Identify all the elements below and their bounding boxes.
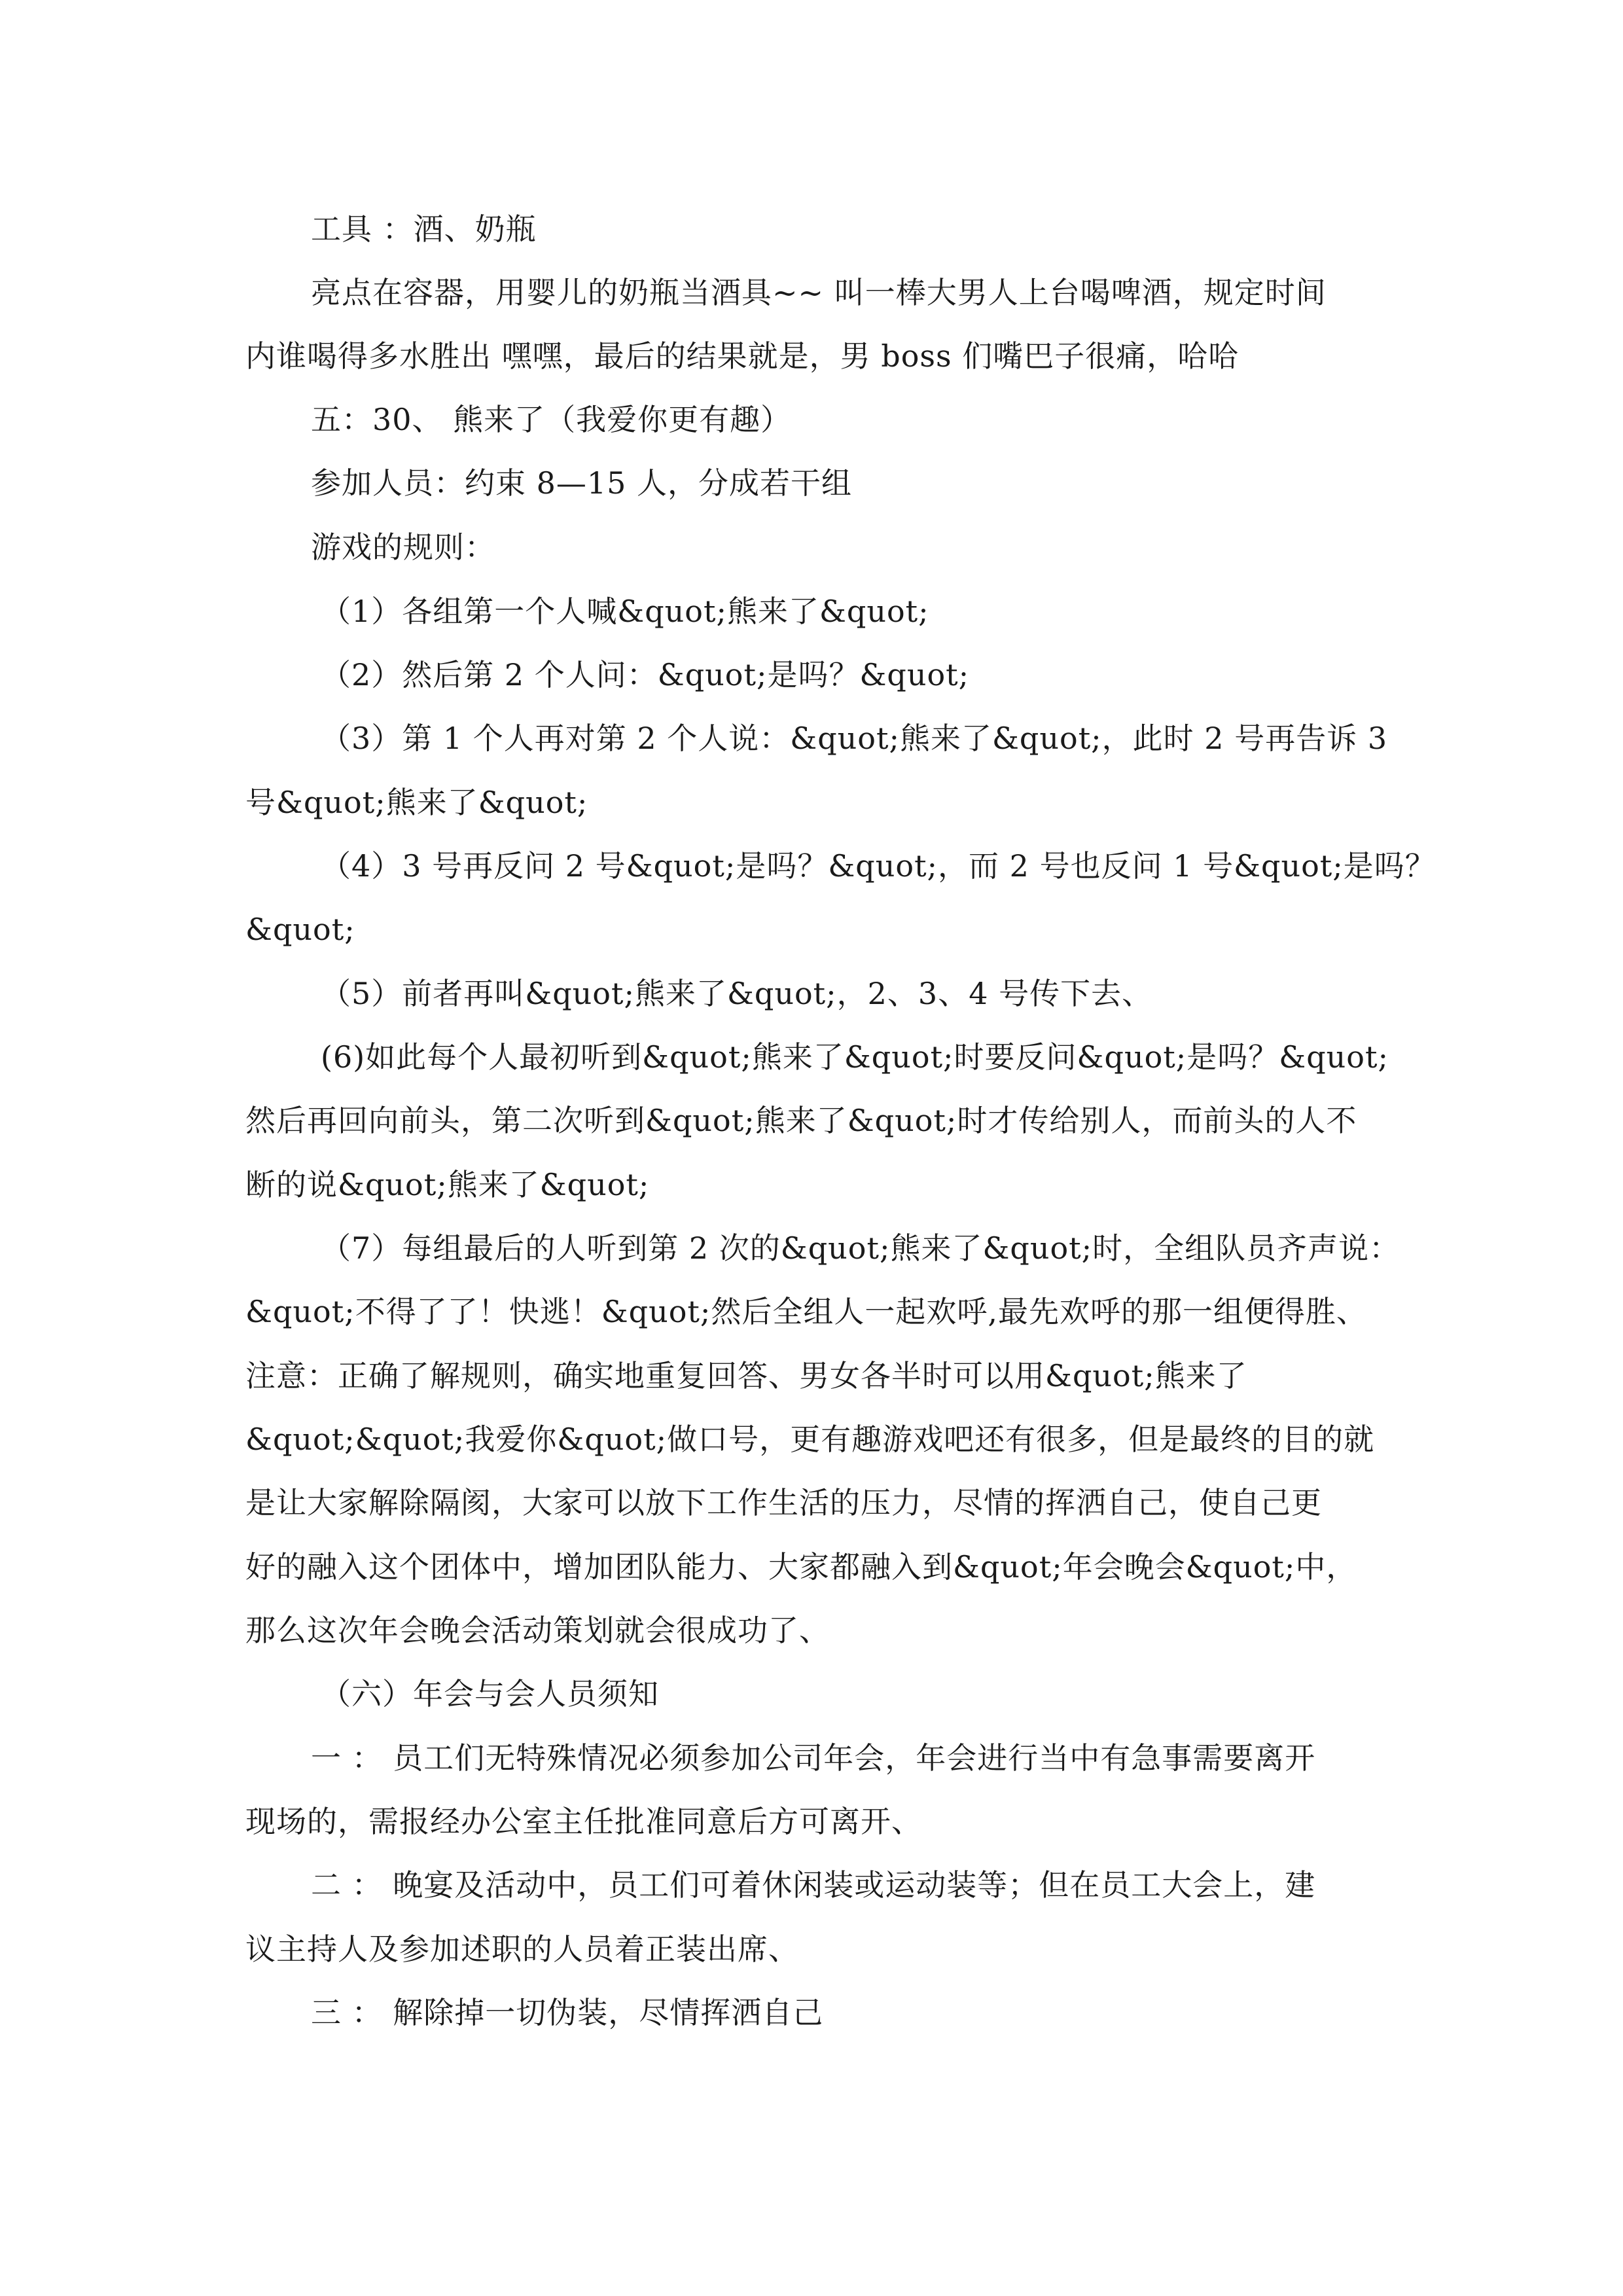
text-line: 现场的，需报经办公室主任批准同意后方可离开、 bbox=[245, 1804, 922, 1839]
text-line: 亮点在容器，用婴儿的奶瓶当酒具~~ 叫一棒大男人上台喝啤酒，规定时间 bbox=[311, 275, 1327, 310]
text-line: 议主持人及参加述职的人员着正装出席、 bbox=[245, 1931, 799, 1967]
text-line: &quot;不得了了！快逃！&quot;然后全组人一起欢呼,最先欢呼的那一组便得胜、 bbox=[245, 1294, 1368, 1329]
text-line: 内谁喝得多水胜出 嘿嘿，最后的结果就是，男 boss 们嘴巴子很痛，哈哈 bbox=[245, 338, 1240, 374]
text-line: 二 ： 晚宴及活动中，员工们可着休闲装或运动装等；但在员工大会上，建 bbox=[311, 1867, 1316, 1903]
text-line: （1）各组第一个人喊&quot;熊来了&quot; bbox=[321, 594, 929, 629]
text-line: 断的说&quot;熊来了&quot; bbox=[245, 1167, 650, 1202]
text-line: 然后再回向前头，第二次听到&quot;熊来了&quot;时才传给别人，而前头的人不 bbox=[245, 1103, 1357, 1138]
text-line: 好的融入这个团体中，增加团队能力、大家都融入到&quot;年会晚会&quot;中， bbox=[245, 1549, 1357, 1585]
text-line: 那么这次年会晚会活动策划就会很成功了、 bbox=[245, 1613, 830, 1648]
text-line: 参加人员：约束 8—15 人，分成若干组 bbox=[311, 465, 853, 501]
text-line: (6)如此每个人最初听到&quot;熊来了&quot;时要反问&quot;是吗？&quot; bbox=[321, 1039, 1389, 1075]
text-line: 一 ： 员工们无特殊情况必须参加公司年会，年会进行当中有急事需要离开 bbox=[311, 1740, 1316, 1776]
text-line: （7）每组最后的人听到第 2 次的&quot;熊来了&quot;时，全组队员齐声说： bbox=[321, 1230, 1400, 1266]
text-line: （4）3 号再反问 2 号&quot;是吗？&quot;，而 2 号也反问 1 号&quot;是吗？ bbox=[321, 848, 1436, 884]
text-line: （2）然后第 2 个人问：&quot;是吗？&quot; bbox=[321, 657, 970, 692]
text-line: （5）前者再叫&quot;熊来了&quot;，2、3、4 号传下去、 bbox=[321, 976, 1153, 1011]
text-line: 工具 ：酒、奶瓶 bbox=[311, 211, 537, 247]
text-line: &quot; bbox=[245, 912, 355, 947]
text-line: （3）第 1 个人再对第 2 个人说：&quot;熊来了&quot;，此时 2 号再告诉 3 bbox=[321, 721, 1388, 756]
text-line: 是让大家解除隔阂，大家可以放下工作生活的压力，尽情的挥洒自己，使自己更 bbox=[245, 1485, 1322, 1520]
text-line: &quot;&quot;我爱你&quot;做口号，更有趣游戏吧还有很多，但是最终的目的就 bbox=[245, 1422, 1375, 1457]
text-line: 游戏的规则： bbox=[311, 529, 495, 565]
section-heading: （六）年会与会人员须知 bbox=[321, 1676, 659, 1712]
text-line: 注意：正确了解规则，确实地重复回答、男女各半时可以用&quot;熊来了 bbox=[245, 1358, 1247, 1393]
text-line: 五：30、 熊来了（我爱你更有趣） bbox=[311, 402, 792, 437]
text-line: 号&quot;熊来了&quot; bbox=[245, 785, 588, 820]
text-line: 三 ： 解除掉一切伪装，尽情挥洒自己 bbox=[311, 1995, 824, 2030]
